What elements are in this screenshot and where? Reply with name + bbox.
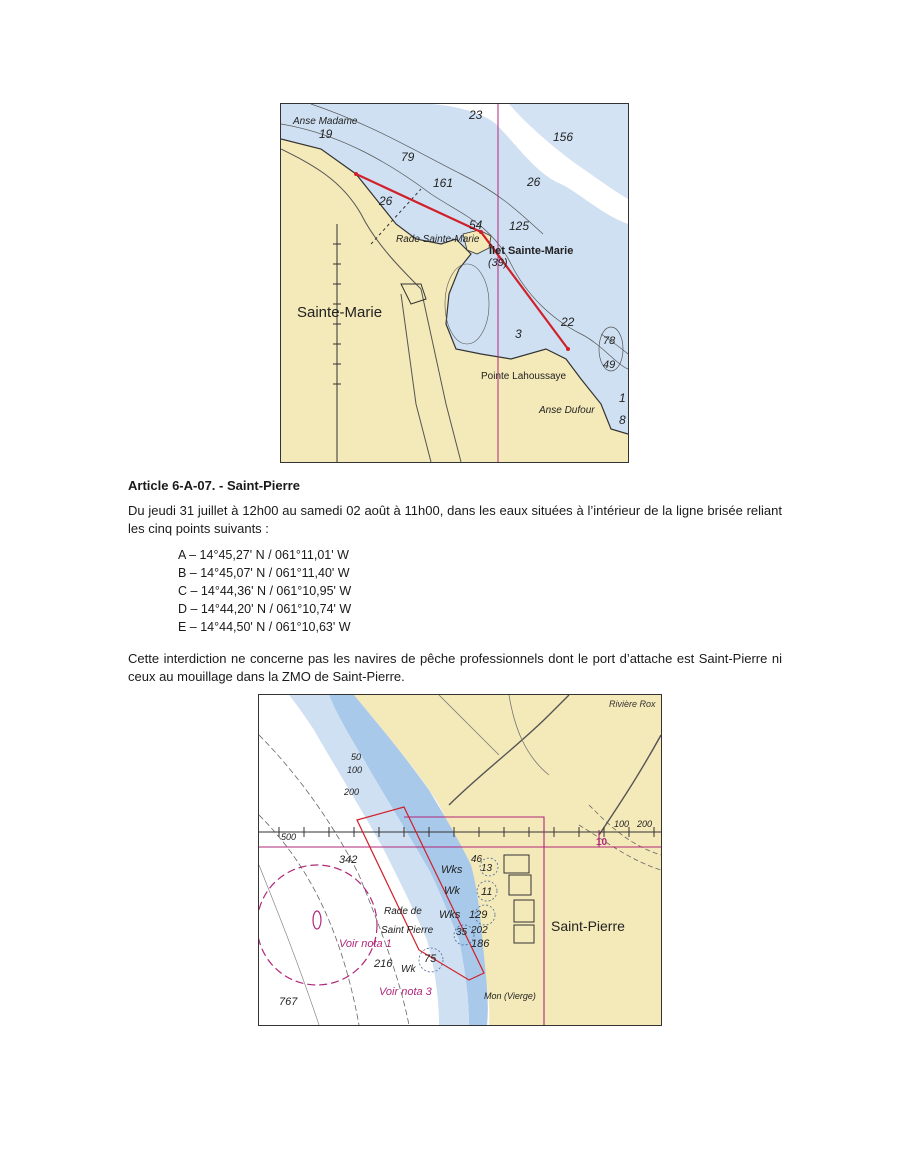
label-depth-13: 13 — [481, 863, 493, 874]
label-contour-200-right: 200 — [637, 819, 653, 829]
label-depth-161: 161 — [433, 176, 454, 190]
label-depth-26-sea: 26 — [527, 175, 541, 189]
coordinate-point-a: A – 14°45,27' N / 061°11,01' W — [178, 548, 349, 562]
label-wks-2: Wks — [439, 909, 461, 921]
saint-pierre-chart — [258, 694, 662, 1026]
label-rade-de: Rade de — [384, 906, 422, 917]
label-depth-129: 129 — [469, 909, 488, 921]
label-ilet-sainte-marie: Îlet Sainte-Marie — [489, 245, 574, 257]
label-wks-1: Wks — [441, 864, 463, 876]
article-title: Article 6-A-07. - Saint-Pierre — [128, 478, 300, 493]
coordinate-point-e: E – 14°44,50' N / 061°10,63' W — [178, 620, 351, 634]
label-depth-202: 202 — [471, 925, 488, 936]
label-depth-78: 78 — [603, 335, 616, 347]
coordinate-point-c: C – 14°44,36' N / 061°10,95' W — [178, 584, 352, 598]
label-contour-100: 100 — [347, 765, 363, 775]
label-contour-500: 500 — [281, 832, 297, 842]
label-ten: 10 — [596, 837, 608, 848]
article-paragraph-exception: Cette interdiction ne concerne pas les navires de pêche professionnels dont le port d’attache est Saint-Pierre ni ceux au mouillage dans la ZMO de Saint-Pierre. — [128, 651, 782, 684]
label-contour-200: 200 — [344, 787, 360, 797]
coordinate-points-list — [178, 546, 351, 636]
label-depth-3: 3 — [515, 327, 522, 341]
label-depth-22: 22 — [561, 315, 575, 329]
label-depth-186: 186 — [471, 938, 490, 950]
label-anse-madame: Anse Madame — [293, 116, 358, 127]
label-wk-2: Wk — [401, 964, 416, 975]
label-depth-54: 54 — [469, 218, 483, 232]
label-depth-1: 1 — [619, 391, 626, 405]
label-depth-216: 216 — [374, 958, 393, 970]
label-depth-75: 75 — [424, 953, 437, 965]
label-depth-46: 46 — [471, 854, 483, 865]
label-pointe-lahoussaye: Pointe Lahoussaye — [481, 371, 567, 382]
label-depth-8: 8 — [619, 413, 626, 427]
label-anse-dufour: Anse Dufour — [539, 405, 595, 416]
label-voir-nota-1: Voir nota 1 — [339, 938, 392, 950]
label-mon-vierge: Mon (Vierge) — [484, 991, 536, 1001]
label-rade-sainte-marie: Rade Sainte-Marie — [396, 234, 480, 245]
label-voir-nota-3: Voir nota 3 — [379, 986, 432, 998]
label-depth-79: 79 — [401, 150, 415, 164]
label-depth-23: 23 — [469, 108, 483, 122]
coordinate-point-b: B – 14°45,07' N / 061°11,40' W — [178, 566, 350, 580]
label-town-saint-pierre: Saint-Pierre — [551, 918, 625, 934]
label-depth-35: 35 — [456, 927, 468, 938]
label-depth-767: 767 — [279, 996, 298, 1008]
label-contour-100-right: 100 — [614, 819, 630, 829]
label-depth-156: 156 — [553, 130, 574, 144]
label-depth-26-bay: 26 — [379, 194, 393, 208]
label-riviere-roxelane: Rivière Rox — [609, 699, 656, 709]
label-depth-49: 49 — [603, 359, 616, 371]
label-depth-19: 19 — [319, 127, 333, 141]
sainte-marie-chart — [280, 103, 629, 463]
label-height-39: (39) — [488, 257, 508, 269]
label-depth-11: 11 — [481, 886, 493, 898]
label-depth-342: 342 — [339, 854, 358, 866]
label-town-sainte-marie: Sainte-Marie — [297, 304, 383, 321]
article-paragraph-intro: Du jeudi 31 juillet à 12h00 au samedi 02 août à 11h00, dans les eaux situées à l’intérieur de la ligne brisée reliant les cinq points suivants : — [128, 503, 782, 536]
label-depth-125: 125 — [509, 219, 530, 233]
coordinate-point-d: D – 14°44,20' N / 061°10,74' W — [178, 602, 352, 616]
label-contour-50: 50 — [351, 752, 362, 762]
label-saint-pierre-rade: Saint Pierre — [381, 925, 434, 936]
label-wk: Wk — [444, 885, 460, 897]
